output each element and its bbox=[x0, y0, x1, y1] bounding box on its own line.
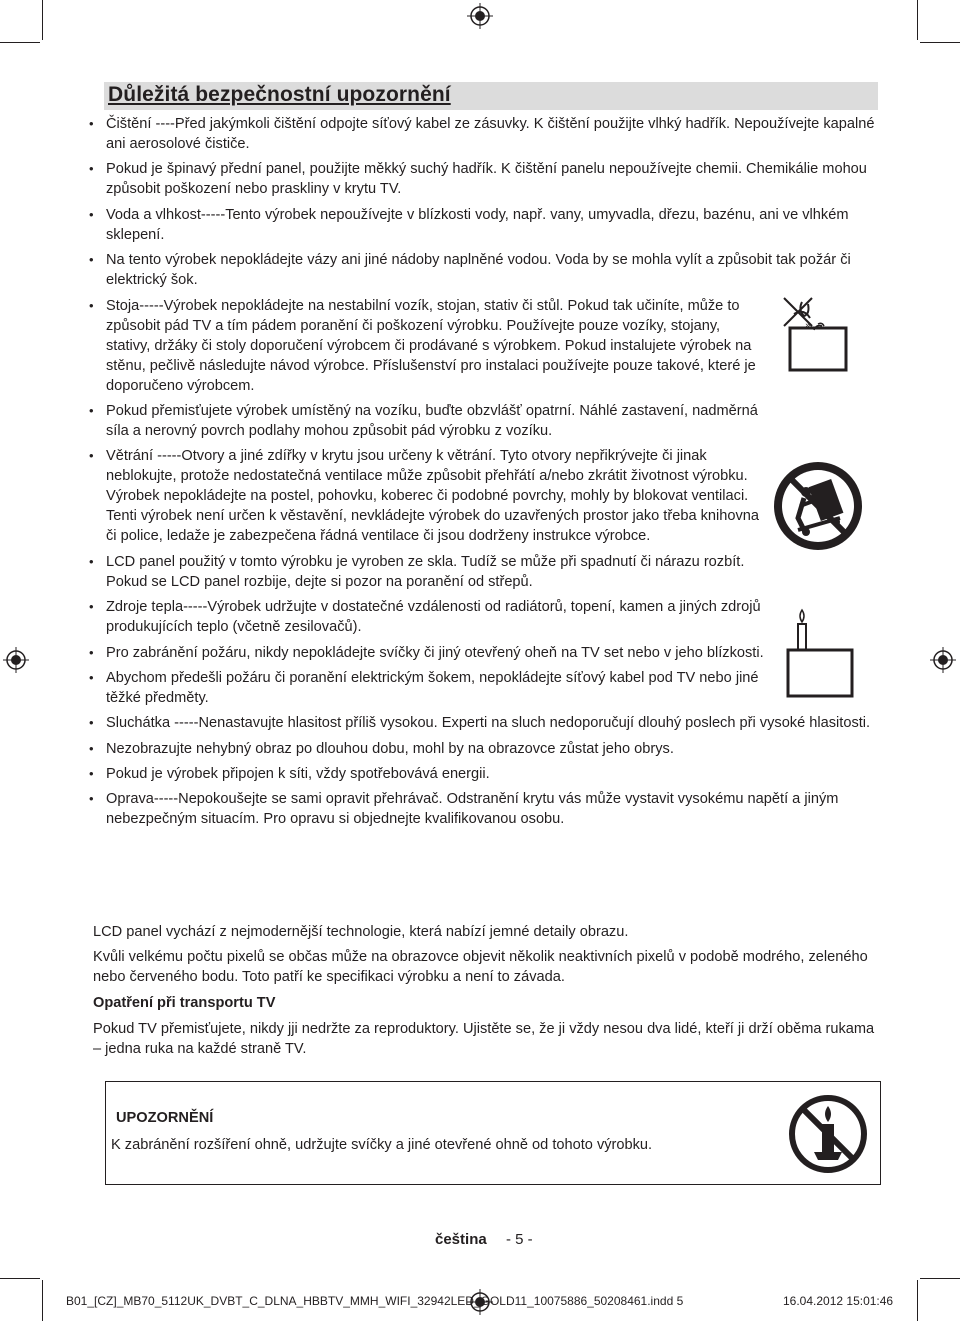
crop-mark bbox=[920, 42, 960, 43]
print-slug-filename: B01_[CZ]_MB70_5112UK_DVBT_C_DLNA_HBBTV_MMH_WIFI_32942LED_GOLD11_10075886_50208461.indd 5 bbox=[66, 1294, 684, 1308]
transport-heading: Opatření při transportu TV bbox=[93, 995, 276, 1011]
warning-box bbox=[105, 1081, 881, 1185]
svg-text:»: » bbox=[805, 321, 811, 331]
list-item: • Větrání -----Otvory a jiné zdířky v krytu jsou určeny k větrání. Tyto otvory nepřikrývejte či jinak neblokujte, protože nedostatečná ventilace může způsobit přehřátí a/nebo zkrátit životnost výrobku. Výrobek nepokládejte na postel, pohovku, koberec či podobné povrchy, mohly by blokovat ventilaci. Tenti výrobek není určen k věstavění, nevkládejte výrobek do uzavřených prostor jako třeba knihovna či police, ledaže je zabezpečena řádná ventilace či jsou dodrženy instrukce výrobce. bbox=[86, 446, 768, 546]
section-title: Důležitá bezpečnostní upozornění bbox=[108, 83, 451, 106]
crop-mark bbox=[42, 0, 43, 40]
tv-water-illustration-icon bbox=[778, 292, 850, 374]
list-item: • Stoja-----Výrobek nepokládejte na nestabilní vozík, stojan, stativ či stůl. Pokud tak učiníte, může to způsobit pád TV a tím pádem poranění či poškození výrobku. Používejte pouze vozíky, stojany, stativy, držáky či stoly doporučení výrobcem či prodávané s výrobkem. Pokud instalujete výrobek na stěnu, pečlivě následujte návod výrobce. Příslušenství pro instalaci používejte pouze takové, které je doporučeno výrobcem. bbox=[86, 296, 768, 396]
list-item: • Pokud přemisťujete výrobek umístěný na vozíku, buďte obzvlášť opatrní. Náhlé zastavení, nadměrná síla a nerovný povrch podlahy mohou způsobit pád výrobku z vozíku. bbox=[86, 401, 768, 441]
pixel-paragraph: Kvůli velkému počtu pixelů se občas může na obrazovce objevit několik neaktivních pixelů v podobě modrého, zeleného nebo červeného bodu. Toto patří ke specifikaci výrobku a není to závada. bbox=[93, 949, 868, 985]
warning-title: UPOZORNĚNÍ bbox=[116, 1110, 214, 1126]
warning-text: K zabránění rozšíření ohně, udržujte svíčky a jiné otevřené ohně od tohoto výrobku. bbox=[111, 1137, 653, 1153]
transport-paragraph: Pokud TV přemisťujete, nikdy jji nedržte za reproduktory. Ujistěte se, že ji vždy nesou dva lidé, kteří ji drží oběma rukama – jedna ruka na každé straně TV. bbox=[93, 1021, 875, 1057]
tv-candle-illustration-icon bbox=[778, 606, 858, 700]
list-item: • Voda a vlhkost-----Tento výrobek nepoužívejte v blízkosti vody, např. vany, umyvadla, dřezu, bazénu, ani ve vlhkém sklepení. bbox=[86, 205, 880, 245]
page-number: - 5 - bbox=[506, 1231, 533, 1248]
list-item: • Oprava-----Nepokoušejte se sami opravit přehrávač. Odstranění krytu vás může vystavit vysokému napětí a jiným nebezpečným situacím. Pro opravu si objednejte kvalifikovanou osobu. bbox=[86, 789, 880, 829]
list-item: • Nezobrazujte nehybný obraz po dlouhou dobu, mohl by na obrazovce zůstat jeho obrys. bbox=[86, 739, 880, 759]
footer-language: čeština bbox=[435, 1231, 487, 1248]
crop-mark bbox=[920, 1278, 960, 1279]
list-item: • Čištění ----Před jakýmkoli čištění odpojte síťový kabel ze zásuvky. K čištění použijte vlhký hadřík. Nepoužívejte kapalné ani aerosolové čističe. bbox=[86, 114, 880, 154]
registration-mark-icon bbox=[930, 647, 956, 673]
crop-mark bbox=[917, 1280, 918, 1321]
cart-tipover-warning-icon bbox=[770, 458, 866, 554]
safety-list bbox=[86, 114, 880, 835]
crop-mark bbox=[917, 0, 918, 40]
lcd-paragraph: LCD panel vychází z nejmodernější technologie, která nabízí jemné detaily obrazu. bbox=[93, 924, 629, 940]
registration-mark-icon bbox=[467, 3, 493, 29]
list-item: • Na tento výrobek nepokládejte vázy ani jiné nádoby naplněné vodou. Voda by se mohla vylít a způsobit tak požár či elektrický šok. bbox=[86, 250, 880, 290]
list-item: • LCD panel použitý v tomto výrobku je vyroben ze skla. Tudíž se může při spadnutí či nárazu rozbít. Pokud se LCD panel rozbije, dejte si pozor na poranění od střepů. bbox=[86, 552, 768, 592]
crop-mark bbox=[0, 42, 40, 43]
no-open-flame-icon bbox=[788, 1094, 868, 1174]
crop-mark bbox=[42, 1280, 43, 1321]
crop-mark bbox=[0, 1278, 40, 1279]
list-item: • Abychom předešli požáru či poranění elektrickým šokem, nepokládejte síťový kabel pod TV nebo jiné těžké předměty. bbox=[86, 668, 768, 708]
print-slug-date: 16.04.2012 15:01:46 bbox=[783, 1294, 894, 1308]
list-item: • Zdroje tepla-----Výrobek udržujte v dostatečné vzdálenosti od radiátorů, topení, kamen a jiných zdrojů produkujících teplo (včetně zesilovačů). bbox=[86, 597, 768, 637]
registration-mark-icon bbox=[3, 647, 29, 673]
list-item: • Pro zabránění požáru, nikdy nepokládejte svíčky či jiný otevřený oheň na TV set nebo v jeho blízkosti. bbox=[86, 643, 768, 663]
list-item: • Pokud je špinavý přední panel, použijte měkký suchý hadřík. K čištění panelu nepoužívejte chemii. Chemikálie mohou způsobit poškození nebo praskliny v krytu TV. bbox=[86, 159, 880, 199]
list-item: • Sluchátka -----Nenastavujte hlasitost příliš vysokou. Experti na sluch nedoporučují dlouhý poslech při vysoké hlasitosti. bbox=[86, 713, 880, 733]
list-item: • Pokud je výrobek připojen k síti, vždy spotřebovává energii. bbox=[86, 764, 880, 784]
